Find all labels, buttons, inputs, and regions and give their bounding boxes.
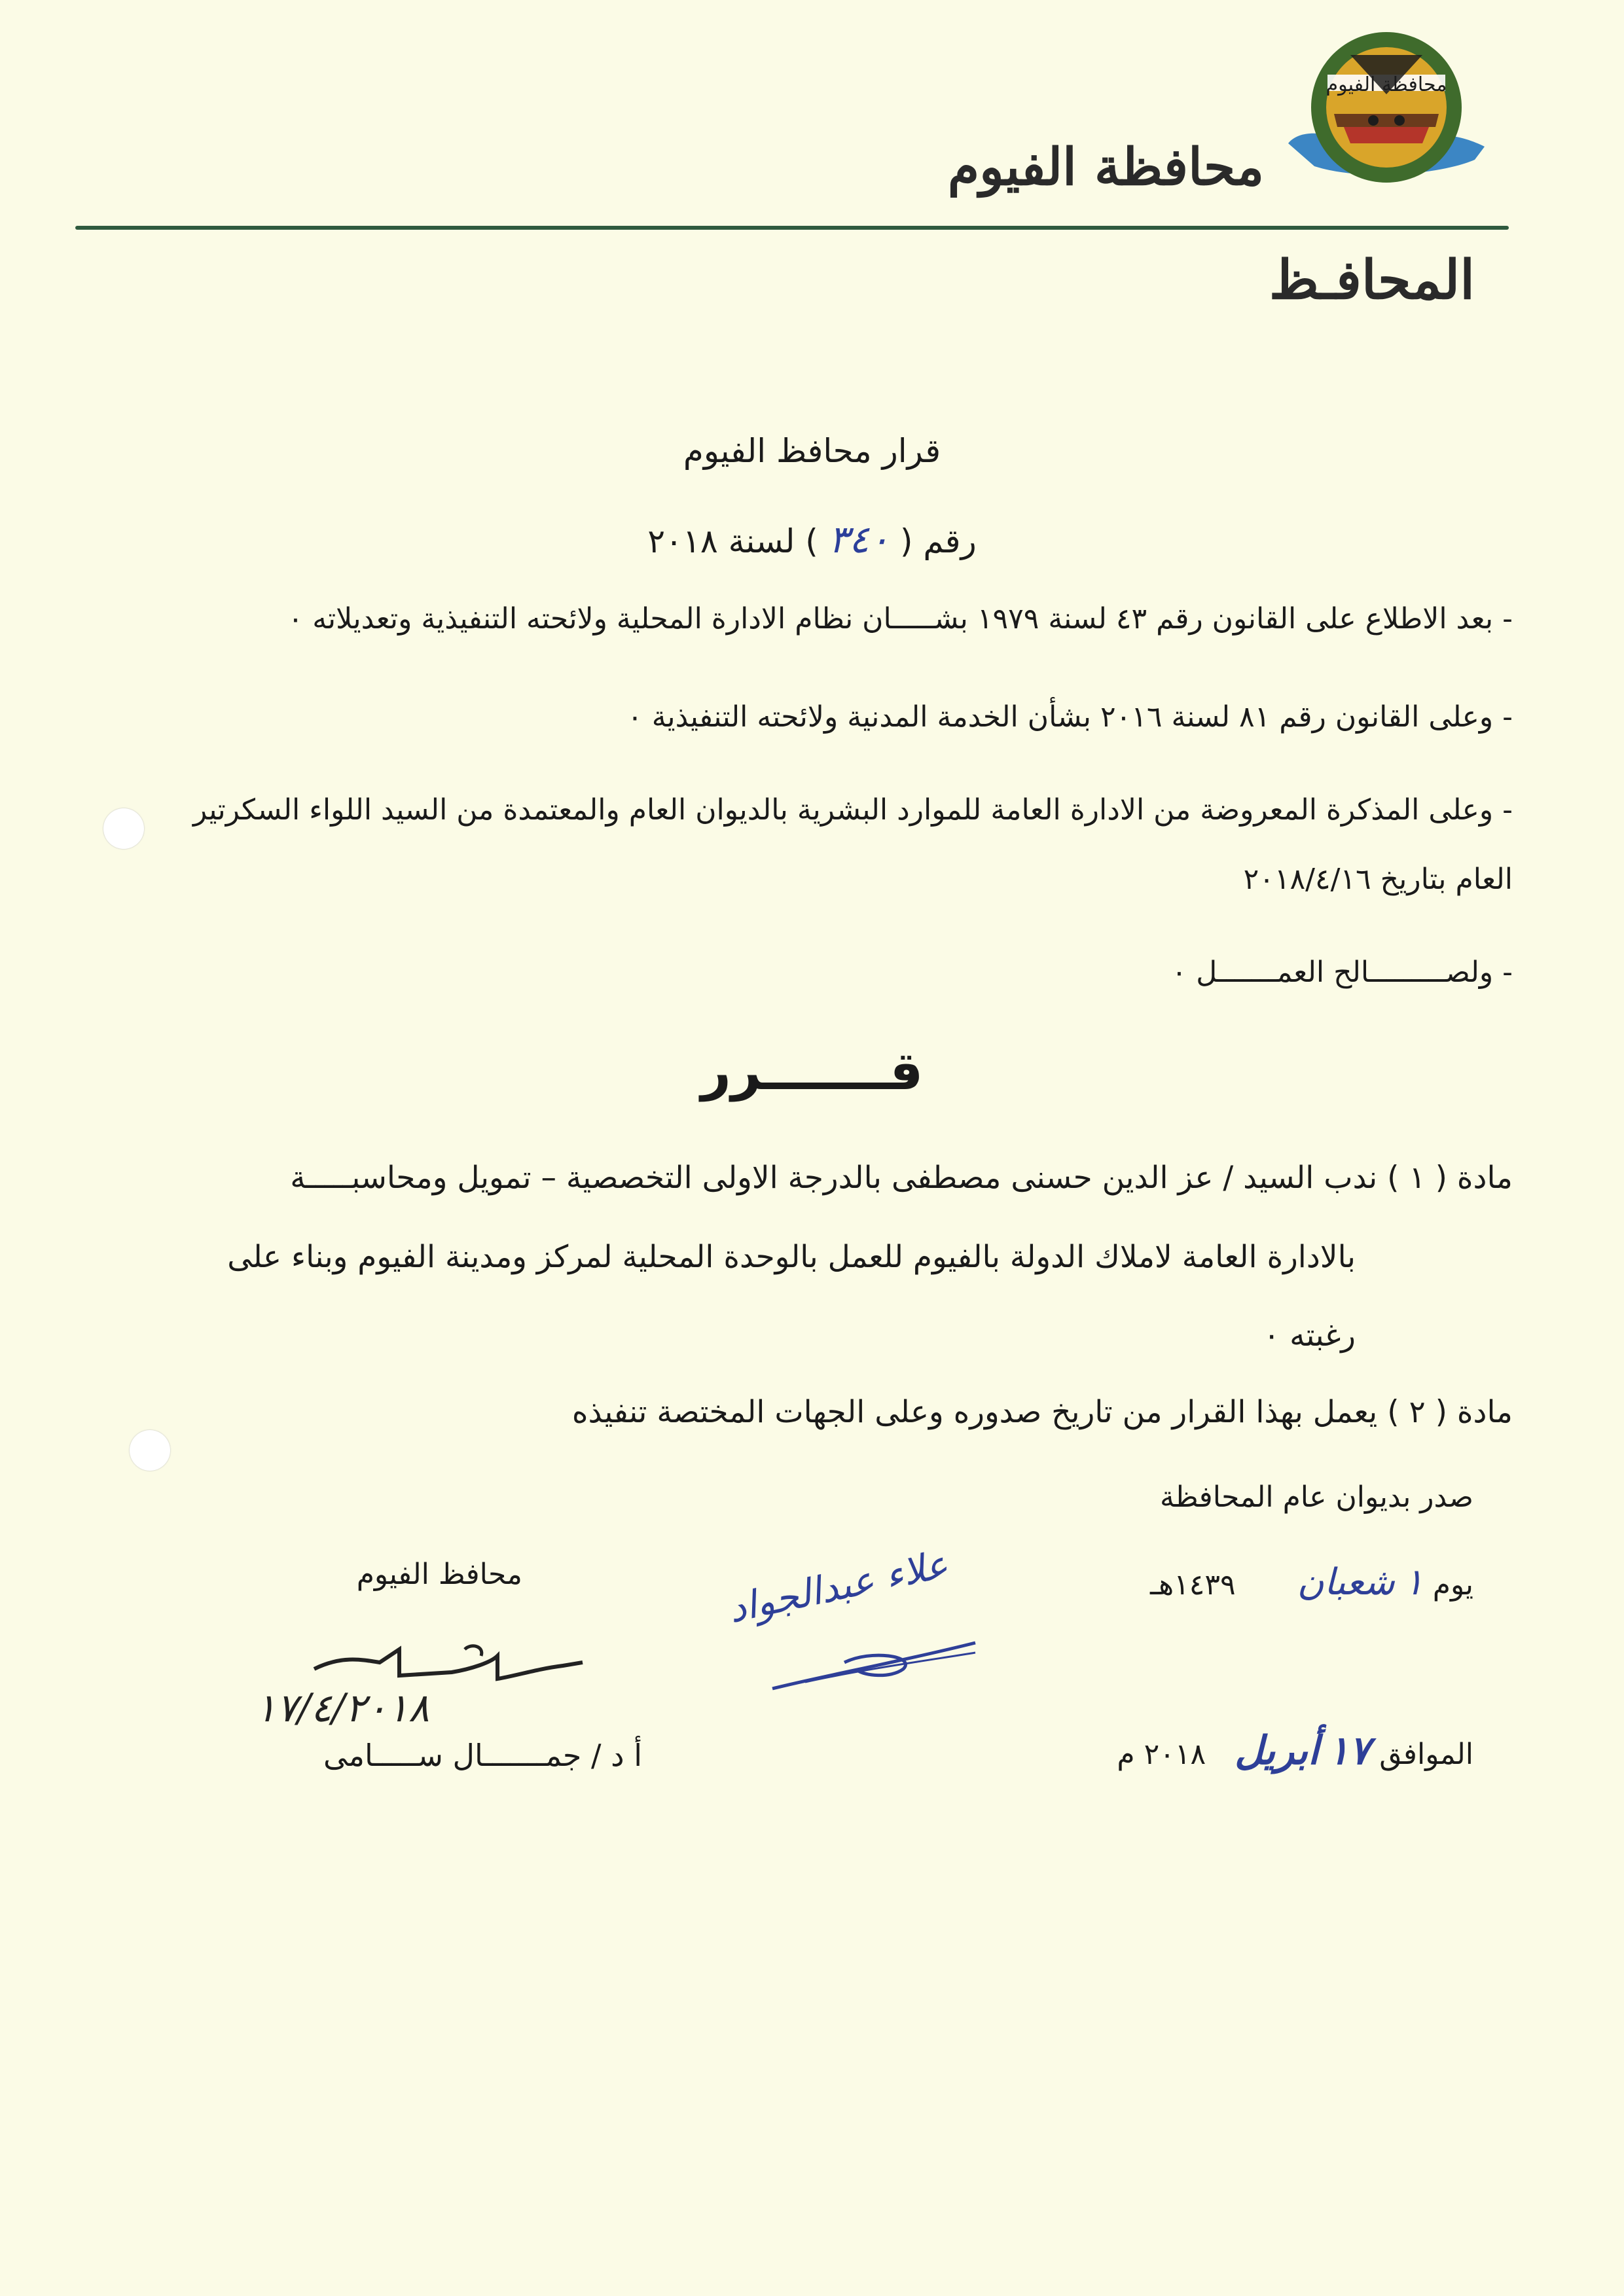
hijri-month-handwritten: شعبان [1297, 1561, 1395, 1604]
handwritten-initial-note: علاء عبدالجواد [724, 1541, 952, 1632]
initial-flourish [766, 1623, 982, 1695]
preamble-line-1: - بعد الاطلاع على القانون رقم ٤٣ لسنة ١٩٧٩ بشـــــان نظام الادارة المحلية ولائحته التنفيذية وتعديلاته ٠ [287, 602, 1513, 636]
decision-number-suffix: ) لسنة ٢٠١٨ [647, 522, 818, 560]
gregorian-label: الموافق [1379, 1738, 1473, 1771]
preamble-line-5: - ولصـــــــــالح العمـــــــل ٠ [1171, 956, 1513, 989]
decided-heading: قـــــــرر [700, 1041, 924, 1102]
governor-title: المحافـظ [1269, 249, 1475, 312]
signatory-name: أ د / جمـــــــال ســـــامى [323, 1738, 642, 1773]
decision-number-handwritten: ٣٤٠ [828, 517, 890, 562]
preamble-line-3: - وعلى المذكرة المعروضة من الادارة العامة للموارد البشرية بالديوان العام والمعتمدة من السيد اللواء السكرتير [192, 793, 1513, 827]
day-label: يوم [1432, 1568, 1473, 1602]
article-1-line-3: رغبته ٠ [1263, 1318, 1356, 1354]
gregorian-year: ٢٠١٨ م [1117, 1738, 1206, 1771]
article-1-line-1: مادة ( ١ ) ندب السيد / عز الدين حسنى مصطفى بالدرجة الاولى التخصصية – تمويل ومحاسبـــــة [290, 1160, 1513, 1196]
preamble-line-2: - وعلى القانون رقم ٨١ لسنة ٢٠١٦ بشأن الخدمة المدنية ولائحته التنفيذية ٠ [627, 700, 1513, 734]
hijri-year: ١٤٣٩هـ [1150, 1568, 1236, 1602]
header-divider [75, 226, 1509, 230]
issued-at: صدر بديوان عام المحافظة [1159, 1480, 1473, 1514]
preamble-line-4: العام بتاريخ ٢٠١٨/٤/١٦ [1243, 863, 1513, 896]
punch-hole-upper [103, 808, 144, 849]
decision-number-prefix: رقم ( [900, 522, 977, 560]
decision-number [0, 517, 1624, 562]
gregorian-month-handwritten: أبريل [1235, 1728, 1319, 1774]
gregorian-day-handwritten: ١٧ [1327, 1728, 1371, 1774]
signature-title: محافظ الفيوم [356, 1558, 522, 1591]
governorate-name: محافظة الفيوم [947, 137, 1264, 197]
governorate-seal-logo [1288, 29, 1485, 194]
logo-lettering: محافظة الفيوم [1326, 73, 1447, 96]
decision-title: قرار محافظ الفيوم [683, 432, 941, 470]
gregorian-date [1117, 1728, 1473, 1774]
governor-signature [301, 1630, 589, 1689]
article-1-line-2: بالادارة العامة لاملاك الدولة بالفيوم للعمل بالوحدة المحلية لمركز ومدينة الفيوم وبناء على [227, 1239, 1356, 1275]
hijri-date [1150, 1561, 1473, 1604]
signature-handwritten-date: ١٧/٤/٢٠١٨ [255, 1685, 430, 1731]
punch-hole-lower [130, 1430, 170, 1471]
hijri-day-handwritten: ١ [1403, 1561, 1424, 1604]
article-2: مادة ( ٢ ) يعمل بهذا القرار من تاريخ صدوره وعلى الجهات المختصة تنفيذه [571, 1394, 1513, 1430]
